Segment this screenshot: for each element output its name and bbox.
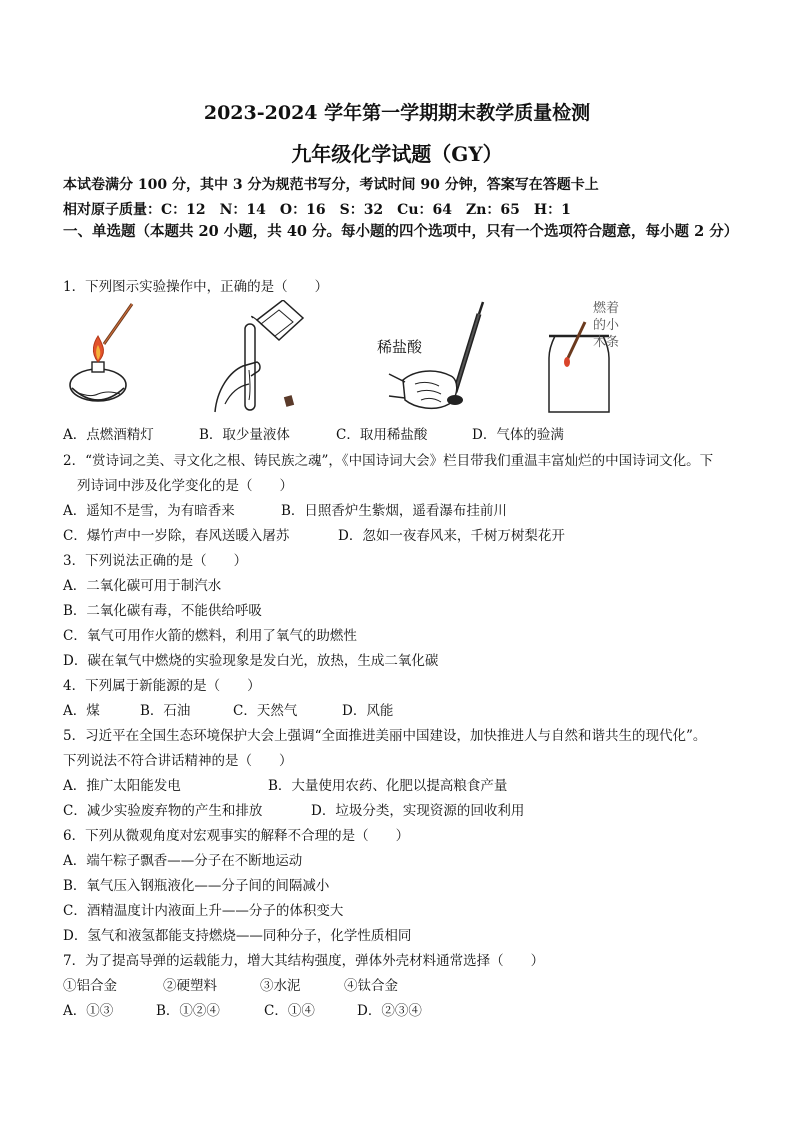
q4-option-b: B．石油	[140, 703, 191, 719]
q1-option-d: D．气体的验满	[472, 427, 564, 443]
q4-option-d: D．风能	[342, 703, 394, 719]
fig-label-stick-1: 燃着	[593, 301, 620, 316]
q6-option-d: D．氢气和液氢都能支持燃烧——同种分子，化学性质相同	[63, 928, 412, 944]
q5-stem-2: 下列说法不符合讲话精神的是（ ）	[63, 753, 293, 769]
q7-material-4: ④钛合金	[344, 978, 398, 994]
q6-option-b: B．氧气压入钢瓶液化——分子间的间隔减小	[63, 878, 330, 894]
q4-options-row	[63, 699, 393, 719]
q4-option-a: A．煤	[63, 703, 100, 719]
dropper-figure	[375, 300, 495, 418]
q3-option-c: C．氧气可用作火箭的燃料，利用了氧气的助燃性	[63, 628, 357, 644]
q5-option-d: D．垃圾分类，实现资源的回收利用	[311, 803, 525, 819]
pour-liquid-figure	[205, 300, 305, 418]
exam-note: 本试卷满分 100 分，其中 3 分为规范书写分，考试时间 90 分钟，答案写在答题卡上	[63, 177, 599, 193]
q5-options-row-1	[63, 774, 507, 794]
gas-jar-figure	[535, 300, 645, 418]
q4-option-c: C．天然气	[233, 703, 298, 719]
q3-option-b: B．二氧化碳有毒，不能供给呼吸	[63, 603, 262, 619]
q3-option-a: A．二氧化碳可用于制汽水	[63, 578, 222, 594]
section-heading: 一、单选题（本题共 20 小题，共 40 分。每小题的四个选项中，只有一个选项符合题意，每小题 2 分）	[63, 223, 739, 240]
q3-stem: 3．下列说法正确的是（ ）	[63, 553, 248, 569]
q5-options-row-2	[63, 799, 524, 819]
q6-option-a: A．端午粽子飘香——分子在不断地运动	[63, 853, 303, 869]
q7-stem: 7．为了提高导弹的运载能力，增大其结构强度，弹体外壳材料通常选择（ ）	[63, 953, 545, 969]
q2-options-row-2	[63, 524, 565, 544]
q4-stem: 4．下列属于新能源的是（ ）	[63, 678, 261, 694]
q2-stem-2: 列诗词中涉及化学变化的是（ ）	[77, 478, 293, 494]
q1-figures	[55, 300, 655, 418]
alcohol-lamp-figure	[60, 300, 140, 418]
q2-option-d: D．忽如一夜春风来，千树万树梨花开	[338, 528, 565, 544]
q7-materials-row	[63, 974, 398, 994]
q7-option-d: D．②③④	[357, 1003, 422, 1019]
q7-material-2: ②硬塑料	[163, 978, 217, 994]
exam-subtitle: 九年级化学试题（GY）	[291, 142, 503, 166]
q6-option-c: C．酒精温度计内液面上升——分子的体积变大	[63, 903, 344, 919]
q5-option-a: A．推广太阳能发电	[63, 778, 181, 794]
q7-options-row	[63, 999, 422, 1019]
atomic-mass-line: 相对原子质量：C：12 N：14 O：16 S：32 Cu：64 Zn：65 H：1	[63, 202, 571, 218]
q5-stem-1: 5．习近平在全国生态环境保护大会上强调“全面推进美丽中国建设，加快推进人与自然和谐共生的现代化”。	[63, 728, 707, 744]
fig-label-acid: 稀盐酸	[377, 338, 423, 356]
q1-option-b: B．取少量液体	[199, 427, 290, 443]
q1-stem: 1．下列图示实验操作中，正确的是（ ）	[63, 279, 329, 295]
q7-option-a: A．①③	[63, 1003, 114, 1019]
q7-material-3: ③水泥	[260, 978, 301, 994]
q1-option-a: A．点燃酒精灯	[63, 427, 154, 443]
q7-option-b: B．①②④	[156, 1003, 220, 1019]
q2-option-b: B．日照香炉生紫烟，遥看瀑布挂前川	[281, 503, 507, 519]
q6-stem: 6．下列从微观角度对宏观事实的解释不合理的是（ ）	[63, 828, 410, 844]
q2-options-row-1	[63, 499, 507, 519]
fig-label-stick-2: 的小	[593, 318, 620, 333]
q7-material-1: ①铝合金	[63, 978, 117, 994]
q5-option-c: C．减少实验废弃物的产生和排放	[63, 803, 263, 819]
q2-stem-1: 2．“赏诗词之美、寻文化之根、铸民族之魂”，《中国诗词大会》栏目带我们重温丰富灿烂的中国诗词文化。下	[63, 453, 714, 469]
q1-option-c: C．取用稀盐酸	[336, 427, 428, 443]
q5-option-b: B．大量使用农药、化肥以提高粮食产量	[268, 778, 508, 794]
q7-option-c: C．①④	[264, 1003, 315, 1019]
exam-title: 2023-2024 学年第一学期期末教学质量检测	[203, 102, 591, 124]
fig-label-stick-3: 木条	[593, 335, 620, 350]
q2-option-c: C．爆竹声中一岁除，春风送暖入屠苏	[63, 528, 290, 544]
q2-option-a: A．遥知不是雪，为有暗香来	[63, 503, 235, 519]
q3-option-d: D．碳在氧气中燃烧的实验现象是发白光，放热，生成二氧化碳	[63, 653, 439, 669]
